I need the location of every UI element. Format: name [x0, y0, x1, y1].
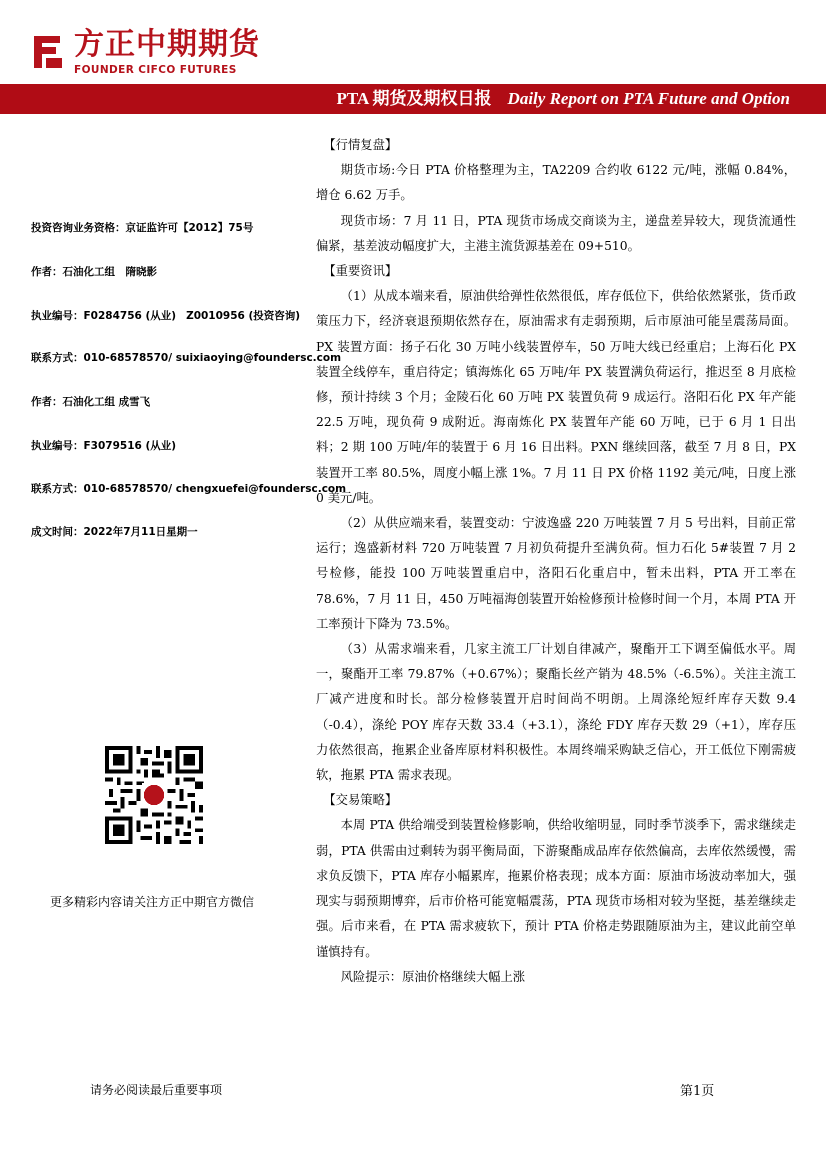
paragraph-strategy: 本周 PTA 供给端受到装置检修影响，供给收缩明显，同时季节淡季下，需求继续走弱，PTA 供需由过剩转为弱平衡局面，下游聚酯成品库存依然偏高，去库依然缓慢，需求负反馈下，PTA 库存小幅累库，拖累价格表现；成本方面：原油市场波动率加大，强现实与弱预期博弈，后市价格可能宽幅震荡，PTA 现货市场相对较为坚挺，基差继续走强。后市来看，在 PTA 需求疲软下，预计 PTA 价格走势跟随原油为主，建议此前空单谨慎持有。: [316, 818, 796, 959]
brand-name-cn: 方正中期期货: [74, 27, 260, 62]
paragraph-futures-market: 期货市场:今日 PTA 价格整理为主，TA2209 合约收 6122 元/吨，涨幅 0.84%，增仓 6.62 万手。: [316, 163, 796, 203]
report-title-bar: [0, 84, 826, 114]
contact-1: 联系方式：010-68578570/ suixiaoying@foundersc.com: [31, 352, 342, 364]
license-info: 投资咨询业务资格：京证监许可【2012】75号: [31, 222, 254, 234]
founder-logo-icon: [28, 32, 66, 72]
section-title-trading-strategy: 【交易策略】: [323, 793, 398, 808]
section-title-market-review: 【行情复盘】: [323, 138, 398, 152]
brand-name-en: FOUNDER CIFCO FUTURES: [74, 64, 237, 76]
paragraph-risk-warning: 风险提示：原油价格继续大幅上涨: [340, 969, 526, 984]
report-title-cn: PTA 期货及期权日报: [336, 89, 492, 108]
paragraph-supply-side: （2）从供应端来看，装置变动：宁波逸盛 220 万吨装置 7 月 5 号出料，目前正常运行；逸盛新材料 720 万吨装置 7 月初负荷提升至满负荷。恒力石化 5#装置 7 月 2 号检修，能投 100 万吨装置重启中，洛阳石化重启中，暂未出料，PTA 开工率在 78.6%，7 月 11 日，450 万吨福海创装置开始检修预计检修时间一个月，本周 PTA 开工率预计下降为 73.5%。: [316, 516, 796, 631]
paragraph-cost-side: （1）从成本端来看，原油供给弹性依然很低，库存低位下，供给依然紧张，货币政策压力下，经济衰退预期依然存在，原油需求有走弱预期，后市原油可能呈震荡局面。PX 装置方面：扬子石化 30 万吨小线装置停车，50 万吨大线已经重启；上海石化 PX 装置全线停车，重启待定；镇海炼化 65 万吨/年 PX 装置满负荷运行，推迟至 8 月底检修，预计持续 3 个月；金陵石化 60 万吨 PX 装置负荷 9 成运行。洛阳石化 PX 年产能 22.5 万吨，现负荷 9 成附近。海南炼化 PX 装置年产能 60 万吨，已于 6 月 1 日出料；2 期 100 万吨/年的装置于 6 月 16 日出料。PXN 继续回落，截至 7 月 8 日，PX 装置开工率 80.5%，周度小幅上涨 1%。7 月 11 日 PX 价格 1192 美元/吨，日度上涨 0 美元/吨。: [316, 289, 796, 505]
contact-2: 联系方式：010-68578570/ chengxuefei@foundersc.com: [31, 483, 347, 495]
registration-2: 执业编号：F3079516 (从业): [31, 440, 177, 452]
page-number: 第1页: [680, 1084, 715, 1099]
registration-1-advisory: Z0010956 (投资咨询): [186, 310, 301, 322]
report-title-en: Daily Report on PTA Future and Option: [507, 89, 790, 108]
qr-caption: 更多精彩内容请关注方正中期官方微信: [50, 895, 255, 909]
wechat-qr-code-icon: [105, 746, 203, 844]
registration-1-practice: 执业编号：F0284756 (从业): [31, 310, 177, 322]
paragraph-spot-market: 现货市场：7 月 11 日，PTA 现货市场成交商谈为主，递盘差异较大，现货流通性偏紧，基差波动幅度扩大，主港主流货源基差在 09+510。: [316, 213, 796, 253]
report-title: [336, 84, 790, 114]
report-body: [316, 133, 796, 990]
registration-1: [31, 309, 300, 323]
author-1: 作者：石油化工组 隋晓影: [31, 266, 157, 278]
footer-notice: 请务必阅读最后重要事项: [90, 1083, 223, 1097]
author-2: 作者：石油化工组 成雪飞: [31, 396, 151, 408]
publish-date: 成文时间：2022年7月11日星期一: [31, 526, 198, 538]
paragraph-demand-side: （3）从需求端来看，几家主流工厂计划自律减产，聚酯开工下调至偏低水平。周一，聚酯开工率 79.87%（+0.67%）；聚酯长丝产销为 48.5%（-6.5%）。关注主流工厂减产进度和时长。部分检修装置开启时间尚不明朗。上周涤纶短纤库存天数 9.4（-0.4），涤纶 POY 库存天数 33.4（+3.1），涤纶 FDY 库存天数 29（+1），库存压力依然很高，拖累企业备库原材料积极性。本周终端采购缺乏信心，开工低位下刚需疲软，拖累 PTA 需求表现。: [316, 642, 796, 783]
section-title-key-news: 【重要资讯】: [323, 264, 398, 279]
